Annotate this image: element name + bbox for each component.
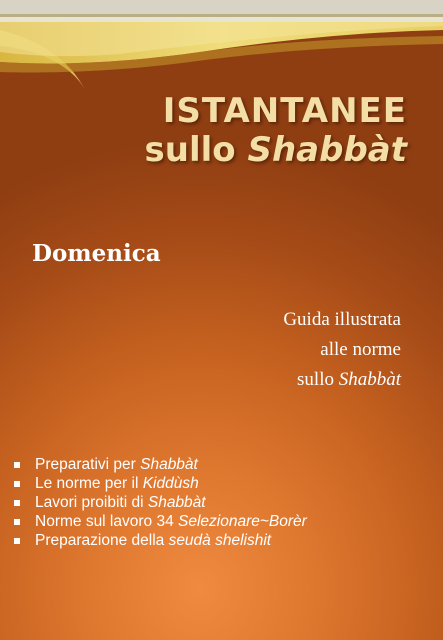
list-item-emphasis: seudà shelishit bbox=[168, 532, 272, 549]
title-line-2-prefix: sullo bbox=[144, 129, 248, 170]
guide-line-3-prefix: sullo bbox=[297, 369, 339, 390]
list-item bbox=[14, 531, 307, 550]
topic-list bbox=[14, 455, 307, 550]
list-item bbox=[14, 455, 307, 474]
list-item-text: Le norme per il bbox=[35, 475, 143, 492]
bullet-square-icon bbox=[14, 462, 20, 468]
bullet-square-icon bbox=[14, 481, 20, 487]
bullet-square-icon bbox=[14, 538, 20, 544]
list-item-text: Lavori proibiti di bbox=[35, 494, 148, 511]
title-line-2 bbox=[27, 131, 407, 170]
guide-line-3 bbox=[283, 365, 401, 395]
list-item-text: Preparazione della bbox=[35, 532, 169, 549]
day-label: Domenica bbox=[32, 240, 161, 267]
list-item-text: Norme sul lavoro 34 bbox=[35, 513, 179, 530]
bullet-square-icon bbox=[14, 500, 20, 506]
bullet-square-icon bbox=[14, 519, 20, 525]
guide-line-1: Guida illustrata bbox=[283, 309, 401, 330]
guide-line-2: alle norme bbox=[320, 339, 401, 360]
list-item bbox=[14, 493, 307, 512]
list-item bbox=[14, 474, 307, 493]
guide-subtitle bbox=[283, 305, 401, 395]
list-item-emphasis: Shabbàt bbox=[140, 456, 198, 473]
list-item bbox=[14, 512, 307, 531]
title-line-2-emphasis: Shabbàt bbox=[247, 129, 407, 170]
list-item-emphasis: Selezionare~Borèr bbox=[178, 513, 307, 530]
list-item-text: Preparativi per bbox=[35, 456, 141, 473]
title-line-1: ISTANTANEE bbox=[162, 91, 407, 131]
list-item-emphasis: Shabbàt bbox=[147, 494, 206, 511]
presentation-title bbox=[27, 92, 407, 170]
list-item-emphasis: Kiddùsh bbox=[142, 475, 199, 492]
guide-line-3-emphasis: Shabbàt bbox=[338, 369, 401, 390]
